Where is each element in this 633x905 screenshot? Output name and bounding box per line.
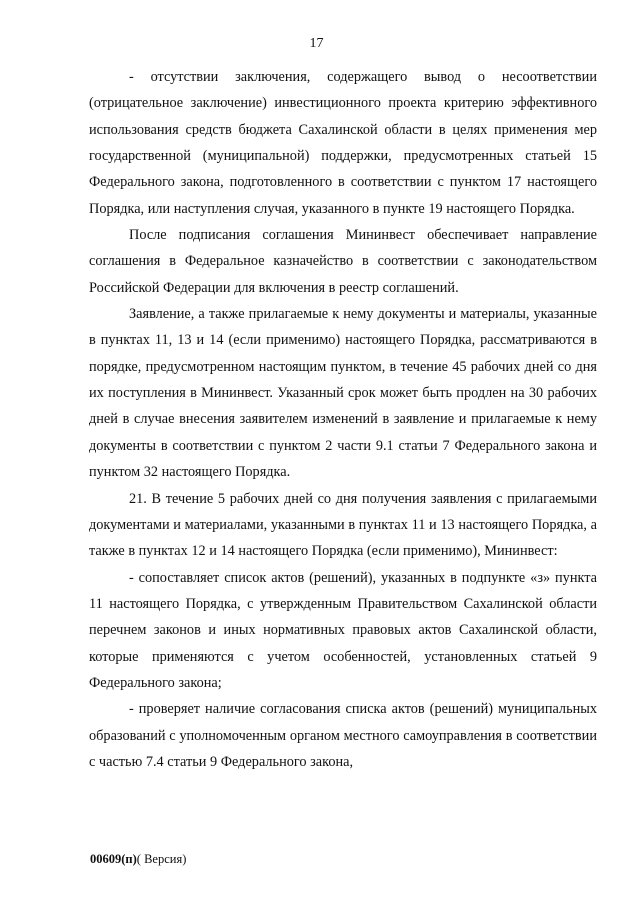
document-body [89, 64, 597, 775]
paragraph-application-review: Заявление, а также прилагаемые к нему документы и материалы, указанные в пунктах 11, 13 и 14 (если применимо) настоящего Порядка, рассматриваются в порядке, предусмотренном настоящим пунктом, в течение 45 рабочих дней со дня их поступления в Мининвест. Указанный срок может быть продлен на 30 рабочих дней в случае внесения заявителем изменений в заявление и прилагаемые к нему документы в соответствии с пунктом 2 части 9.1 статьи 7 Федерального закона и пунктом 32 настоящего Порядка. [89, 306, 597, 481]
paragraph-check-approval: - проверяет наличие согласования списка актов (решений) муниципальных образований с уполномоченным органом местного самоуправления в соответствии с частью 7.4 статьи 9 Федерального закона, [89, 701, 597, 770]
document-code: 00609(п) [90, 852, 137, 866]
paragraph-agreement-signing: После подписания соглашения Мининвест обеспечивает направление соглашения в Федеральное казначейство в соответствии с законодательством Российской Федерации для включения в реестр соглашений. [89, 227, 597, 296]
paragraph-no-conclusion: - отсутствии заключения, содержащего вывод о несоответствии (отрицательное заключение) инвестиционного проекта критерию эффективного использования средств бюджета Сахалинской области в целях применения мер государственной (муниципальной) поддержки, предусмотренных статьей 15 Федерального закона, подготовленного в соответствии с пунктом 17 настоящего Порядка, или наступления случая, указанного в пункте 19 настоящего Порядка. [89, 69, 597, 217]
page-number: 17 [309, 36, 324, 51]
document-version: ( Версия) [136, 852, 187, 866]
paragraph-compare-acts: - сопоставляет список актов (решений), указанных в подпункте «з» пункта 11 настоящего Порядка, с утвержденным Правительством Сахалинской области перечнем законов и иных нормативных правовых актов Сахалинской области, которые применяются с учетом особенностей, установленных статьей 9 Федерального закона; [89, 569, 597, 691]
paragraph-clause-21: 21. В течение 5 рабочих дней со дня получения заявления с прилагаемыми документами и материалами, указанными в пунктах 11 и 13 настоящего Порядка, а также в пунктах 12 и 14 настоящего Порядка (если применимо), Мининвест: [89, 490, 597, 560]
document-footer [90, 852, 186, 867]
